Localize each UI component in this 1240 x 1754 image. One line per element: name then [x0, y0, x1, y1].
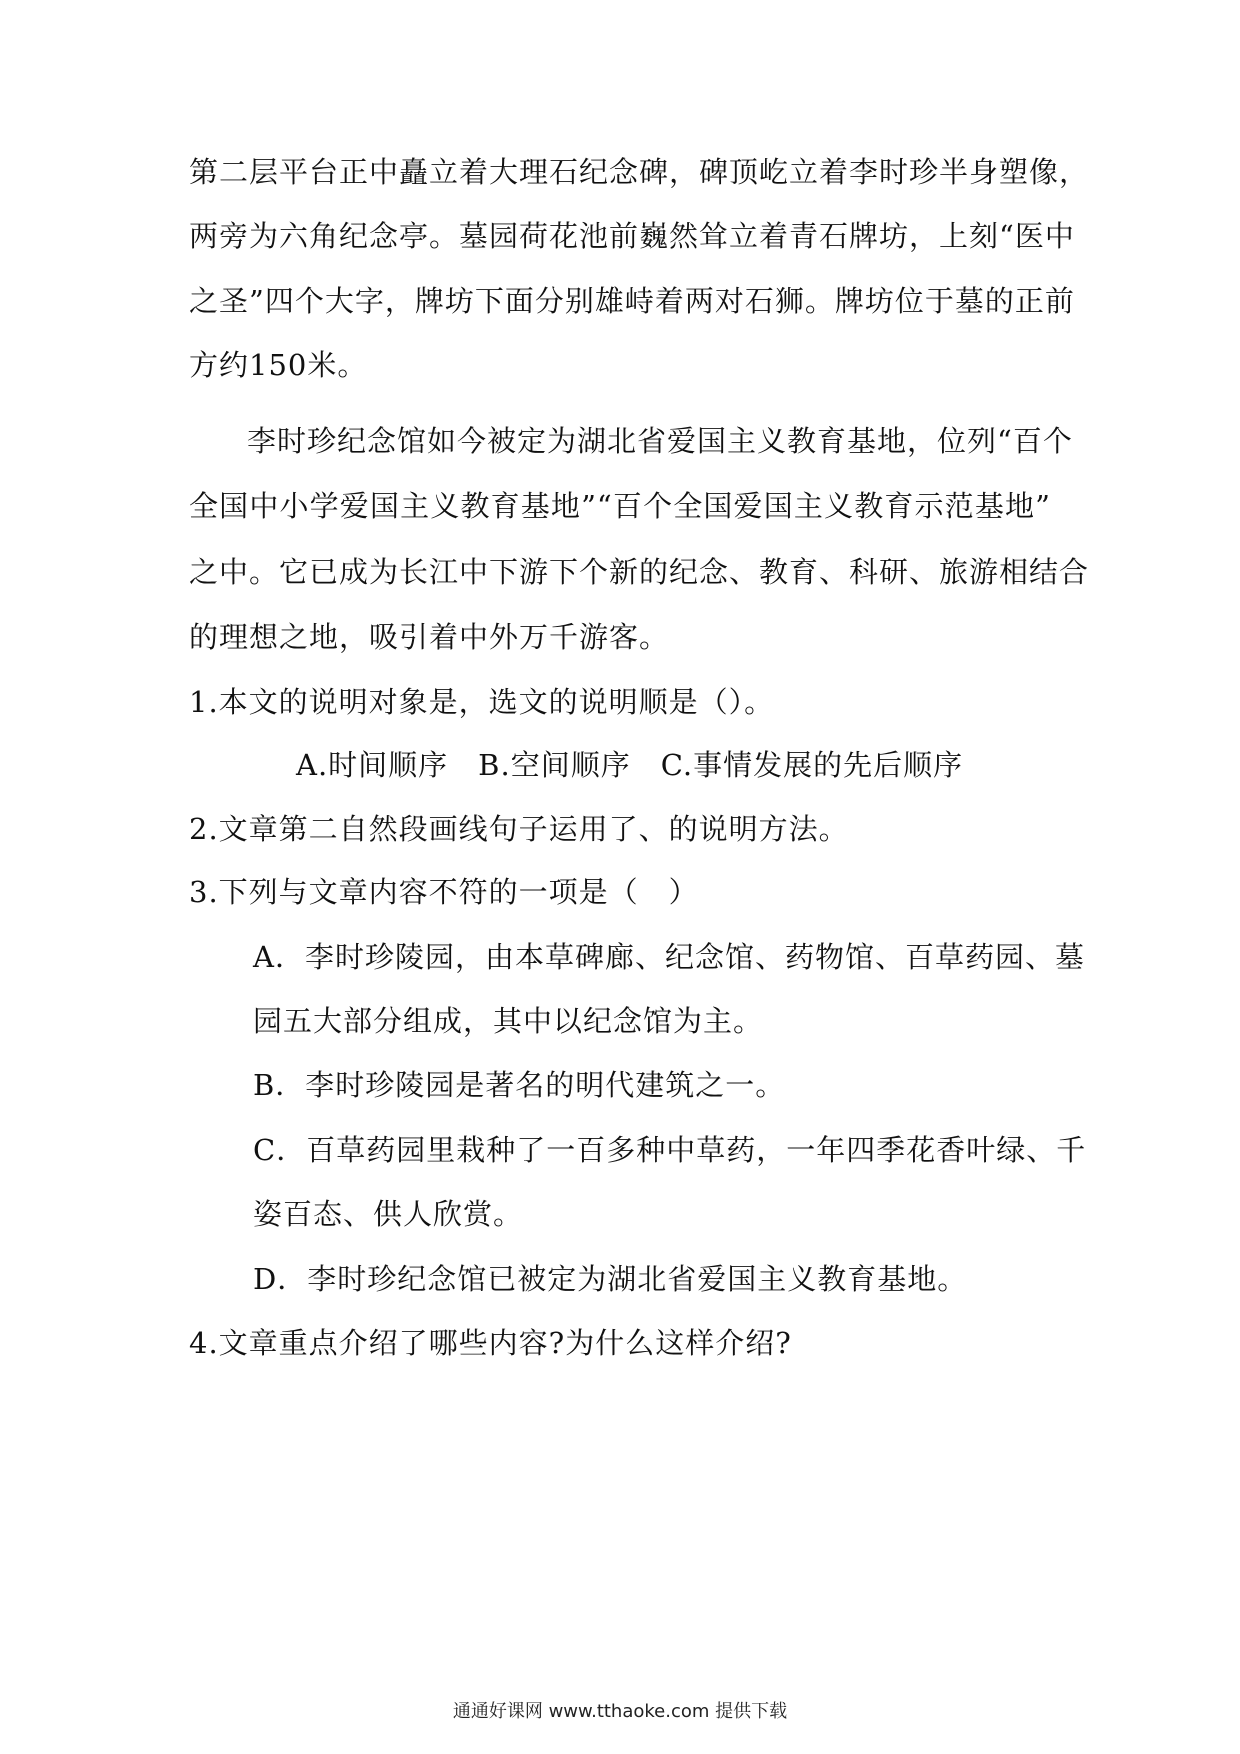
question-1-stem: 1.本文的说明对象是，选文的说明顺是（）。 — [189, 685, 775, 719]
question-3-stem: 3.下列与文章内容不符的一项是（ ） — [189, 875, 699, 909]
question-3-option-b: B．李时珍陵园是著名的明代建筑之一。 — [253, 1068, 786, 1102]
paragraph-2-line-2: 全国中小学爱国主义教育基地”“百个全国爱国主义教育示范基地” — [189, 489, 1051, 523]
paragraph-1-line-4: 方约150米。 — [189, 348, 368, 382]
paragraph-2-line-1: 李时珍纪念馆如今被定为湖北省爱国主义教育基地，位列“百个 — [247, 424, 1073, 458]
question-2-stem: 2.文章第二自然段画线句子运用了、的说明方法。 — [189, 812, 849, 846]
paragraph-1-line-2: 两旁为六角纪念亭。墓园荷花池前巍然耸立着青石牌坊，上刻“医中 — [189, 219, 1075, 253]
page-footer: 通通好课网 www.tthaoke.com 提供下载 — [452, 1701, 788, 1722]
question-3-option-a-line-2: 园五大部分组成，其中以纪念馆为主。 — [253, 1004, 764, 1038]
paragraph-2-line-3: 之中。它已成为长江中下游下个新的纪念、教育、科研、旅游相结合 — [189, 555, 1090, 589]
question-1-options: A.时间顺序 B.空间顺序 C.事情发展的先后顺序 — [296, 748, 964, 782]
question-3-option-c-line-2: 姿百态、供人欣赏。 — [253, 1197, 524, 1231]
question-3-option-d: D．李时珍纪念馆已被定为湖北省爱国主义教育基地。 — [253, 1262, 968, 1296]
question-3-option-c-line-1: C．百草药园里栽种了一百多种中草药，一年四季花香叶绿、千 — [253, 1133, 1087, 1167]
question-3-option-a-line-1: A．李时珍陵园，由本草碑廊、纪念馆、药物馆、百草药园、墓 — [253, 940, 1085, 974]
paragraph-2-line-4: 的理想之地，吸引着中外万千游客。 — [189, 620, 670, 654]
question-4-stem: 4.文章重点介绍了哪些内容?为什么这样介绍? — [189, 1326, 792, 1360]
paragraph-1-line-3: 之圣”四个大字，牌坊下面分别雄峙着两对石狮。牌坊位于墓的正前 — [189, 284, 1075, 318]
paragraph-1-line-1: 第二层平台正中矗立着大理石纪念碑，碑顶屹立着李时珍半身塑像， — [189, 155, 1090, 189]
